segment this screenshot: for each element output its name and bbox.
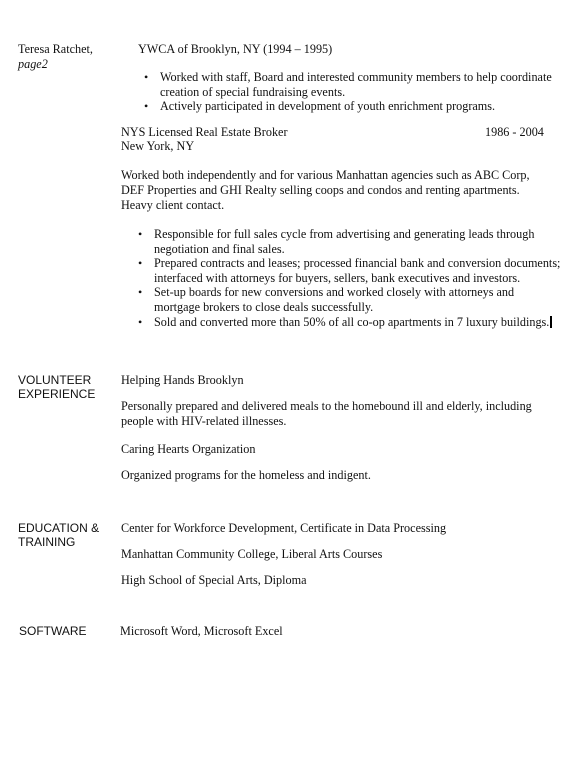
broker-dates: 1986 - 2004 [485, 125, 544, 139]
education-heading-line1: EDUCATION & [18, 521, 100, 535]
volunteer-desc-1: Personally prepared and delivered meals to the homebound ill and elderly, including people with HIV-related illnesses. [121, 399, 532, 428]
software-list: Microsoft Word, Microsoft Excel [120, 624, 283, 638]
education-item: Center for Workforce Development, Certificate in Data Processing [121, 521, 447, 535]
header-page-number: page2 [18, 57, 48, 71]
list-item: • Actively participated in development of youth enrichment programs. [140, 99, 560, 114]
ywca-bullet-list [140, 70, 560, 114]
education-item: High School of Special Arts, Diploma [121, 573, 307, 587]
software-heading: SOFTWARE [19, 624, 87, 638]
ywca-title: YWCA of Brooklyn, NY (1994 – 1995) [138, 42, 333, 56]
volunteer-desc-2: Organized programs for the homeless and indigent. [121, 468, 371, 482]
volunteer-heading-line1: VOLUNTEER [18, 373, 92, 387]
list-item: • Prepared contracts and leases; processed financial bank and conversion documents; interfaced with attorneys for buyers, sellers, bank executives and investors. [134, 256, 562, 285]
volunteer-heading-line2: EXPERIENCE [18, 387, 96, 401]
broker-title: NYS Licensed Real Estate Broker [121, 125, 288, 139]
education-item: Manhattan Community College, Liberal Arts Courses [121, 547, 383, 561]
broker-bullet-list [134, 227, 562, 329]
education-heading-line2: TRAINING [18, 535, 76, 549]
text-cursor [550, 316, 552, 328]
broker-summary: Worked both independently and for various Manhattan agencies such as ABC Corp, DEF Properties and GHI Realty selling coops and condos and renting apartments. Heavy client contact. [121, 168, 530, 212]
list-item: • Worked with staff, Board and interested community members to help coordinate creation of special fundraising events. [140, 70, 560, 99]
list-item: • Set-up boards for new conversions and worked closely with attorneys and mortgage brokers to close deals successfully. [134, 285, 562, 314]
list-item [134, 315, 562, 330]
broker-location: New York, NY [121, 139, 195, 153]
volunteer-org-2: Caring Hearts Organization [121, 442, 256, 456]
list-item: • Responsible for full sales cycle from advertising and generating leads through negotiation and final sales. [134, 227, 562, 256]
volunteer-org-1: Helping Hands Brooklyn [121, 373, 244, 387]
header-name: Teresa Ratchet, [18, 42, 93, 56]
list-item-text: Sold and converted more than 50% of all co-op apartments in 7 luxury buildings. [154, 314, 550, 329]
